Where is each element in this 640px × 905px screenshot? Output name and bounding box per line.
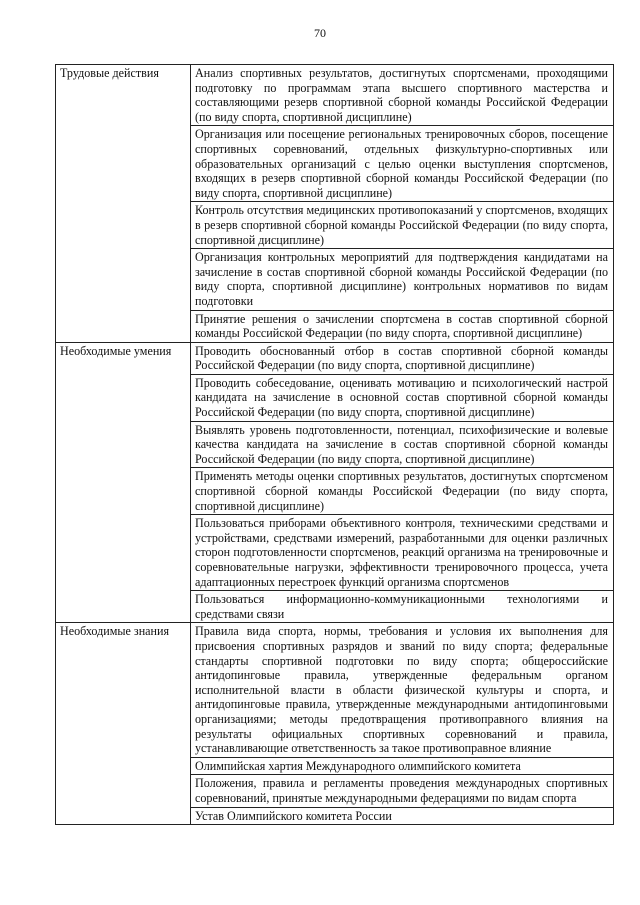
section-label-required-knowledge: Необходимые знания bbox=[56, 623, 191, 825]
table-row bbox=[56, 623, 614, 757]
page-number: 70 bbox=[314, 26, 326, 40]
skill-item: Пользоваться приборами объективного контроля, техническими средствами и устройствами, средствами измерений, разработанными для оценки различных сторон подготовленности спортсменов, реакций организма на тренировочные и соревновательные нагрузки, эффективности тренировочного процесса, учета адаптационных перестроек функций организма спортсменов bbox=[191, 515, 614, 591]
table-row bbox=[56, 65, 614, 126]
labor-action-item: Организация контрольных мероприятий для подтверждения кандидатами на зачисление в состав спортивной сборной команды Российской Федерации (по виду спорта, спортивной дисциплине) контрольных нормативов по видам подготовки bbox=[191, 249, 614, 310]
skill-item: Проводить собеседование, оценивать мотивацию и психологический настрой кандидата на зачисление в основной состав спортивной сборной команды Российской Федерации (по виду спорта, спортивной дисциплине) bbox=[191, 374, 614, 421]
labor-action-item: Контроль отсутствия медицинских противопоказаний у спортсменов, входящих в резерв спортивной сборной команды Российской Федерации (по виду спорта, спортивной дисциплине) bbox=[191, 202, 614, 249]
section-label-labor-actions: Трудовые действия bbox=[56, 65, 191, 343]
knowledge-item: Устав Олимпийского комитета России bbox=[191, 807, 614, 825]
skill-item: Проводить обоснованный отбор в состав спортивной сборной команды Российской Федерации (по виду спорта, спортивной дисциплине) bbox=[191, 342, 614, 374]
labor-action-item: Организация или посещение региональных тренировочных сборов, посещение спортивных соревнований, отдельных физкультурно-спортивных или образовательных организаций с целью оценки выступления спортсменов, входящих в резерв спортивной сборной команды Российской Федерации (по виду спорта, спортивной дисциплине) bbox=[191, 126, 614, 202]
skill-item: Пользоваться информационно-коммуникационными технологиями и средствами связи bbox=[191, 591, 614, 623]
knowledge-item: Положения, правила и регламенты проведения международных спортивных соревнований, принятые международными федерациями по видам спорта bbox=[191, 775, 614, 807]
table-row bbox=[56, 342, 614, 374]
labor-action-item: Принятие решения о зачислении спортсмена в состав спортивной сборной команды Российской Федерации (по виду спорта, спортивной дисциплине) bbox=[191, 310, 614, 342]
labor-action-item: Анализ спортивных результатов, достигнутых спортсменами, проходящими подготовку по программам этапа высшего спортивного мастерства и составляющими резерв спортивной сборной команды Российской Федерации (по виду спорта, спортивной дисциплине) bbox=[191, 65, 614, 126]
requirements-table bbox=[55, 64, 614, 825]
knowledge-item: Правила вида спорта, нормы, требования и условия их выполнения для присвоения спортивных разрядов и званий по виду спорта; федеральные стандарты спортивной подготовки по виду спорта; общероссийские антидопинговые правила, утвержденные федеральным органом исполнительной власти в области физической культуры и спорта, и антидопинговые правила, утвержденные международными антидопинговыми организациями; методы предотвращения противоправного влияния на результаты официальных спортивных соревнований и правила, устанавливающие ответственность за такое противоправное влияние bbox=[191, 623, 614, 757]
knowledge-item: Олимпийская хартия Международного олимпийского комитета bbox=[191, 757, 614, 775]
skill-item: Применять методы оценки спортивных результатов, достигнутых спортсменом спортивной сборной команды Российской Федерации (по виду спорта, спортивной дисциплине) bbox=[191, 468, 614, 515]
skill-item: Выявлять уровень подготовленности, потенциал, психофизические и волевые качества кандидата на зачисление в состав спортивной сборной команды Российской Федерации (по виду спорта, спортивной дисциплине) bbox=[191, 421, 614, 468]
section-label-required-skills: Необходимые умения bbox=[56, 342, 191, 623]
